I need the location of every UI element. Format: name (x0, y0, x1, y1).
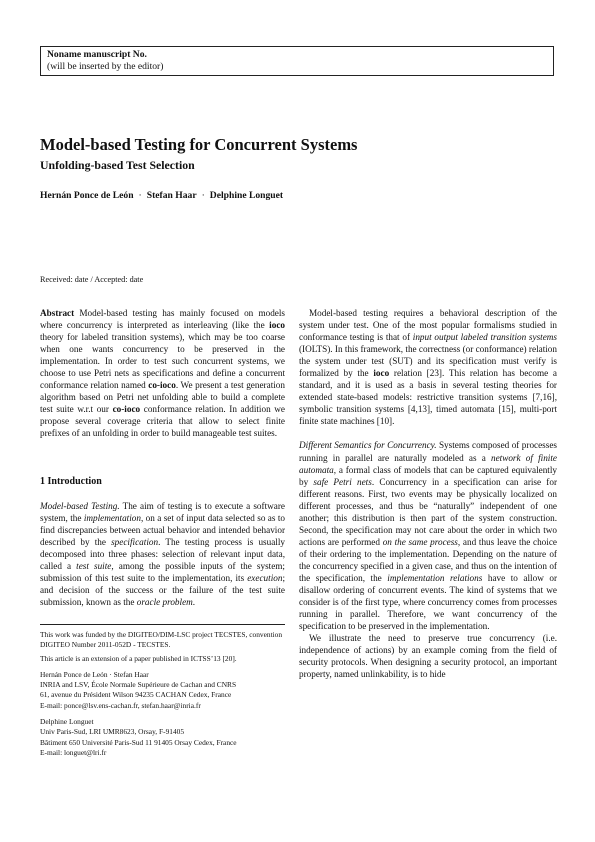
author-name: Delphine Longuet (209, 190, 284, 201)
text-run: . The testing process is usually decomposed into three phases: selection of relevant input data, called a (40, 536, 285, 571)
affiliation-line: INRIA and LSV, École Normale Supérieure de Cachan and CNRS (40, 680, 237, 690)
italic-term: input output labeled transition systems (412, 332, 558, 343)
footnotes (40, 624, 285, 758)
text-run: . (192, 596, 196, 607)
text-run: Model-based testing has mainly focused on models where concurrency is interpreted as interleaving (like the (40, 308, 285, 331)
italic-term: execution (247, 572, 283, 583)
text-run: have to allow or disallow ordering of concurrent events. The kind of systems that we consider is of the first type, where concurrency comes from processes running in parallel. Therefore, we want concurrency of the specification to be preserved in the implementation. (299, 572, 558, 632)
bold-term: co-ioco (112, 404, 141, 415)
paragraph-intro-3 (299, 439, 557, 632)
italic-term: on the same process (382, 536, 458, 547)
footnote-rule (40, 624, 285, 625)
italic-term: Model-based Testing. (40, 500, 120, 511)
abstract-label: Abstract (40, 308, 75, 318)
author-name: Stefan Haar (146, 190, 197, 201)
affiliation-1 (40, 670, 285, 711)
received-accepted-dates: Received: date / Accepted: date (40, 275, 144, 284)
affiliation-2 (40, 717, 285, 758)
text-run: . We present a test generation algorithm based on Petri net unfolding able to build a complete test suite w.r.t our (40, 380, 285, 415)
affiliation-email: E-mail: longuet@lri.fr (40, 747, 107, 757)
italic-term: safe Petri nets (313, 476, 372, 487)
affiliation-line: Univ Paris-Sud, LRI UMR8623, Orsay, F-91405 (40, 727, 185, 737)
manuscript-number: Noname manuscript No. (47, 49, 147, 60)
italic-term: network of finite automata (299, 452, 557, 475)
abstract (40, 307, 285, 440)
abstract-text (40, 308, 285, 438)
bold-term: ioco (269, 320, 285, 331)
affiliation-line: Bâtiment 650 Université Paris-Sud 11 91405 Orsay Cedex, France (40, 737, 237, 747)
author-list (40, 190, 283, 201)
text-run: The aim of testing is to execute a software system, the (40, 500, 285, 523)
bold-term: ioco (373, 368, 390, 379)
funding-note: This work was funded by the DIGITEO/DIM-LSC project TECSTES, convention DIGITEO Number 2011-052D - TECSTES. (40, 630, 283, 650)
text-run: Systems composed of processes running in parallel are naturally modeled as a (299, 440, 557, 463)
bold-term: co-ioco (148, 380, 176, 391)
editor-note: (will be inserted by the editor) (47, 61, 164, 72)
paragraph-intro-2 (299, 307, 557, 427)
paragraph-intro-4 (299, 632, 557, 680)
right-column (299, 307, 557, 680)
text-run: conformance relation. In addition we propose several coverage criteria that allow to select finite prefixes of an unfolding in order to build manageable test suites. (40, 404, 285, 439)
italic-term: Different Semantics for Concurrency. (299, 440, 437, 451)
text-run: . Concurrency in a specification can arise for different reasons. First, two events may be physically localized on different processes, and thus be “naturally” independent of one another; this distribution is then part of the system construction. Second, the specification may not care about the order in which two actions are performed (299, 476, 558, 547)
italic-term: specification (111, 536, 159, 547)
extension-note: This article is an extension of a paper published in ICTSS’13 [20]. (40, 653, 237, 663)
text-run: relation [23]. This relation has become a standard, and it is used as a basis in several testing theories for extended state-based models: restrictive transition systems [7,16], symbolic transition systems [4,13], timed automata [15], multi-port finite state machines [10]. (299, 368, 557, 427)
text-run: , on a set of input data selected so as to find discrepancies between actual behavior and intended behavior described by the (40, 512, 285, 547)
section-heading: 1 Introduction (40, 475, 102, 487)
italic-term: oracle problem (136, 596, 193, 607)
text-run: ; and decision of the success or the failure of the test suite submission, known as the (40, 572, 285, 607)
paper-title: Model-based Testing for Concurrent Systems (40, 135, 358, 154)
text-run: We illustrate the need to preserve true concurrency (i.e. independence of actions) by an example coming from the field of security protocols. When designing a security protocol, an important property, named unlinkability, is to hide (299, 633, 557, 680)
text-run: theory for labeled transition systems), which may be too coarse when one wants concurrency to be preserved in the implementation. In order to test such concurrent systems, we choose to use Petri nets as specifications and define a concurrent conformance relation named (40, 332, 285, 391)
affiliation-line: 61, avenue du Président Wilson 94235 CACHAN Cedex, France (40, 690, 232, 700)
italic-term: implementation (83, 512, 141, 523)
author-separator: · (138, 190, 142, 201)
text-run: (IOLTS). In this framework, the correctness (or conformance) relation the system under test (SUT) and its specification must verify is formalized by the (299, 344, 557, 379)
author-name: Hernán Ponce de León (40, 190, 134, 201)
editor-note-box (40, 46, 554, 76)
italic-term: implementation relations (387, 572, 483, 583)
italic-term: test suite (76, 560, 112, 571)
author-separator: · (201, 190, 205, 201)
paper-subtitle: Unfolding-based Test Selection (40, 158, 195, 172)
affiliation-email: E-mail: ponce@lsv.ens-cachan.fr, stefan.haar@inria.fr (40, 700, 201, 710)
text-run: , among the possible inputs of the system; submission of this test suite to the implementation, its (40, 560, 285, 583)
affiliation-line: Delphine Longuet (40, 717, 94, 727)
text-run: , and thus leave the choice of their ordering to the implementation. Depending on the nature of the concurrency specified in a given case, and thus on the intention of the specification, the (299, 536, 557, 583)
text-run: Model-based testing requires a behavioral description of the system under test. One of the most popular formalisms studied in conformance testing is that of (299, 308, 557, 343)
affiliation-line: Hernán Ponce de León · Stefan Haar (40, 669, 149, 679)
text-run: , a formal class of models that can be captured equivalently by (299, 464, 557, 487)
left-column (40, 307, 285, 608)
paragraph-intro-1 (40, 500, 285, 608)
